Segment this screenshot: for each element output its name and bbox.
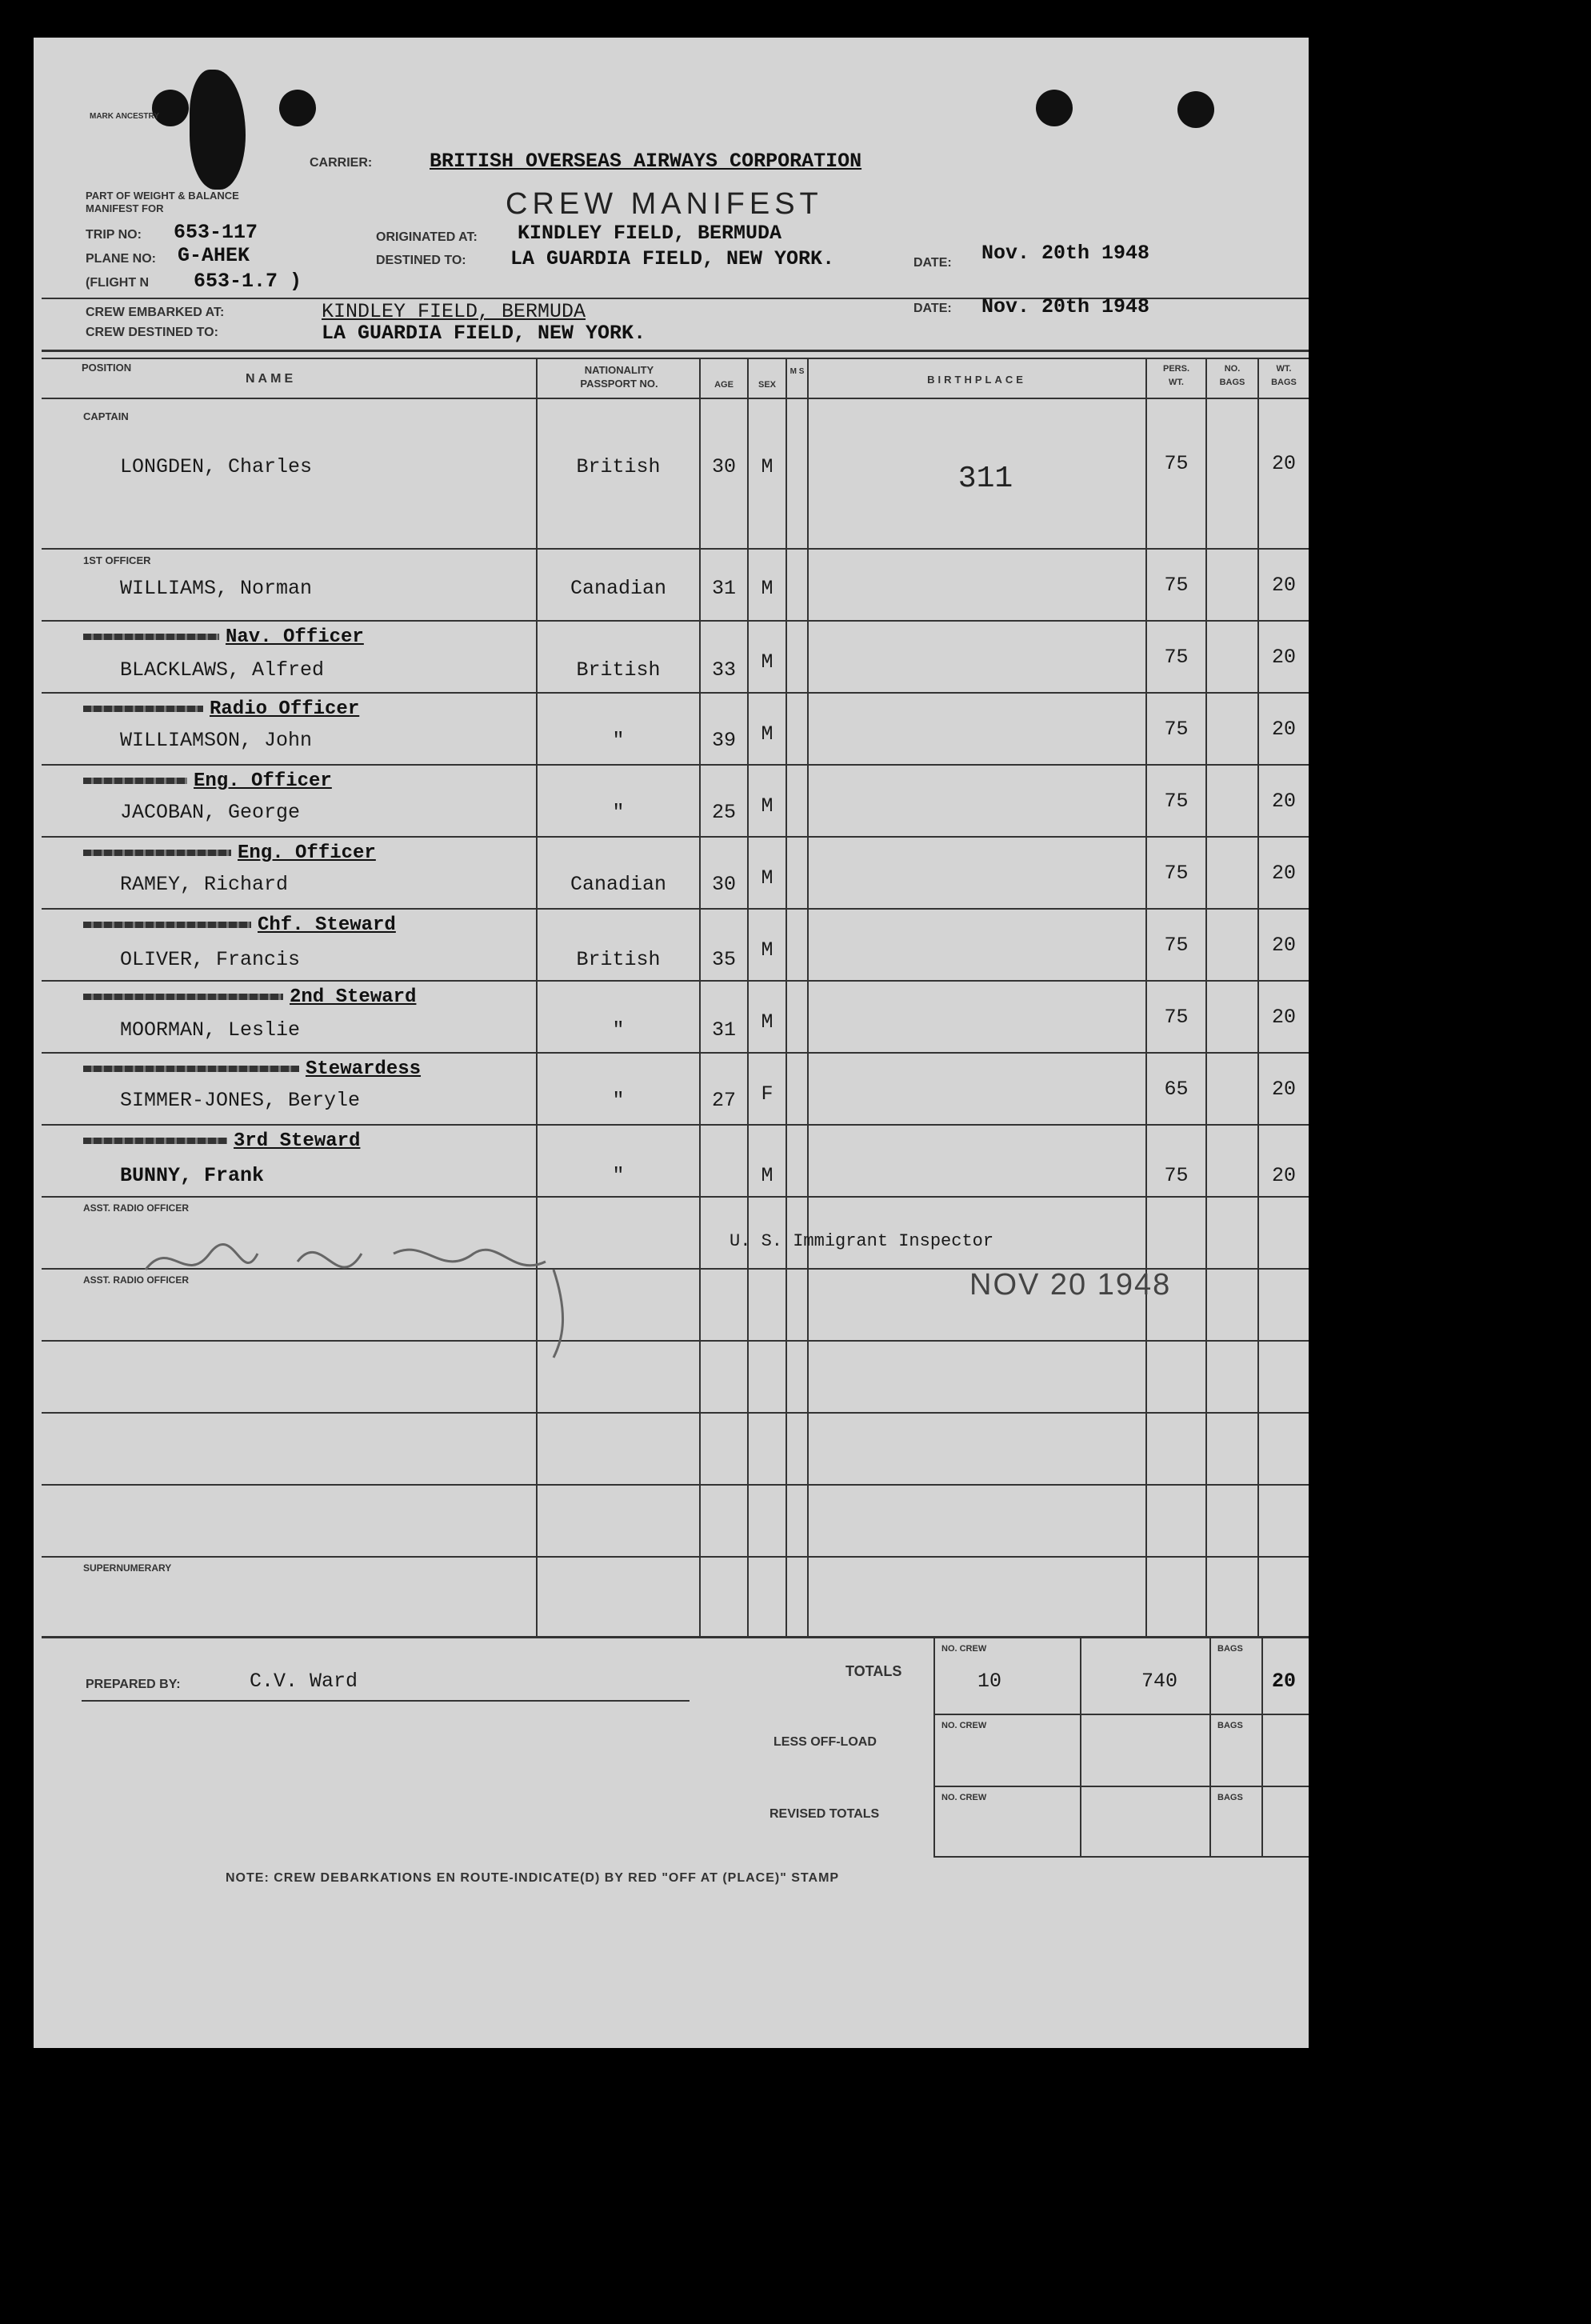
- col-age: AGE: [714, 380, 734, 390]
- col-no: NO.: [1224, 364, 1241, 374]
- struck-text: [83, 994, 283, 1000]
- divider: [42, 350, 1309, 352]
- col-pers-wt: WT.: [1169, 378, 1184, 387]
- crew-position: Chf. Steward: [83, 914, 396, 936]
- originated-value: KINDLEY FIELD, BERMUDA: [518, 222, 782, 245]
- divider: [42, 358, 1309, 359]
- crew-name: JACOBAN, George: [120, 801, 301, 824]
- flight-label: (FLIGHT N: [86, 276, 150, 290]
- crew-nationality: British: [576, 948, 661, 971]
- col-passport: PASSPORT NO.: [580, 378, 658, 390]
- col-line: [807, 358, 809, 1638]
- crew-name: LONGDEN, Charles: [120, 455, 313, 478]
- bags-label: BAGS: [1217, 1793, 1243, 1802]
- col-sex: SEX: [758, 380, 776, 390]
- row-line: [42, 764, 1309, 766]
- total-weight-value: 740: [1141, 1670, 1178, 1693]
- struck-text: [83, 706, 203, 712]
- crew-wt-bags: 20: [1271, 452, 1296, 475]
- crew-position: 1ST OFFICER: [83, 554, 151, 566]
- struck-text: [83, 1138, 227, 1144]
- torn-corner: [190, 70, 246, 190]
- row-line: [42, 1052, 1309, 1054]
- total-crew-value: 10: [977, 1670, 1002, 1693]
- crew-sex: M: [761, 1010, 774, 1034]
- prepared-by-label: PREPARED BY:: [86, 1678, 181, 1691]
- col-line: [786, 358, 787, 1638]
- totals-line: [1209, 1638, 1211, 1858]
- carrier-label: CARRIER:: [310, 156, 373, 170]
- col-no-bags: BAGS: [1219, 378, 1245, 387]
- crew-wt-bags: 20: [1271, 1078, 1296, 1101]
- crew-wt-bags: 20: [1271, 1006, 1296, 1029]
- col-line: [1257, 358, 1259, 1638]
- crew-position: Eng. Officer: [83, 842, 376, 864]
- bags-label: BAGS: [1217, 1721, 1243, 1730]
- crew-embarked-value: KINDLEY FIELD, BERMUDA: [322, 300, 586, 323]
- crew-name: RAMEY, Richard: [120, 873, 289, 896]
- struck-text: [83, 850, 231, 856]
- row-line: [42, 1556, 1309, 1558]
- crew-name: BLACKLAWS, Alfred: [120, 658, 325, 682]
- col-name: NAME: [246, 372, 297, 386]
- crew-nationality: ": [612, 729, 625, 752]
- col-line: [747, 358, 749, 1638]
- crew-birthplace: 311: [957, 462, 1013, 496]
- crew-name: SIMMER-JONES, Beryle: [120, 1089, 361, 1112]
- col-birthplace: BIRTHPLACE: [927, 374, 1026, 386]
- no-crew-label: NO. CREW: [941, 1721, 987, 1730]
- totals-line: [1261, 1638, 1263, 1858]
- page-title: CREW MANIFEST: [506, 187, 823, 221]
- totals-line: [933, 1856, 1309, 1858]
- date-value: Nov. 20th 1948: [981, 242, 1150, 265]
- crew-age: 31: [711, 577, 736, 600]
- crew-age: 33: [711, 658, 736, 682]
- less-offload-label: LESS OFF-LOAD: [774, 1735, 877, 1749]
- crew-sex: M: [761, 577, 774, 600]
- trip-label: TRIP NO:: [86, 228, 142, 242]
- punch-hole: [152, 90, 189, 126]
- totals-line: [933, 1714, 1309, 1715]
- struck-text: [83, 634, 219, 640]
- crew-pers-wt: 75: [1164, 574, 1189, 597]
- row-line: [42, 620, 1309, 622]
- inspector-title: U. S. Immigrant Inspector: [730, 1231, 994, 1251]
- crew-pers-wt: 65: [1164, 1078, 1189, 1101]
- struck-text: [83, 922, 251, 928]
- destined-value: LA GUARDIA FIELD, NEW YORK.: [510, 247, 835, 270]
- punch-hole: [1177, 91, 1214, 128]
- col-nationality: NATIONALITY: [584, 364, 654, 376]
- crew-age: 31: [711, 1018, 736, 1042]
- ancestry-mark: MARK ANCESTRY: [90, 112, 160, 121]
- row-line: [42, 836, 1309, 838]
- destined-label: DESTINED TO:: [376, 254, 466, 267]
- crew-wt-bags: 20: [1271, 646, 1296, 669]
- crew-position: Eng. Officer: [83, 770, 332, 792]
- crew-position: 2nd Steward: [83, 986, 416, 1008]
- note-text: NOTE: CREW DEBARKATIONS EN ROUTE-INDICATE(D) BY RED "OFF AT (PLACE)" STAMP: [226, 1871, 840, 1885]
- date2-value: Nov. 20th 1948: [981, 295, 1150, 318]
- prepared-line: [82, 1700, 690, 1702]
- crew-name: BUNNY, Frank: [120, 1164, 265, 1187]
- crew-pers-wt: 75: [1164, 790, 1189, 813]
- totals-line: [1080, 1638, 1081, 1858]
- crew-age: 27: [711, 1089, 736, 1112]
- no-crew-label: NO. CREW: [941, 1793, 987, 1802]
- crew-name: MOORMAN, Leslie: [120, 1018, 301, 1042]
- crew-pers-wt: 75: [1164, 862, 1189, 885]
- punch-hole: [279, 90, 316, 126]
- crew-position: CAPTAIN: [83, 410, 129, 422]
- date-stamp: NOV 20 1948: [969, 1268, 1172, 1302]
- row-line: [42, 908, 1309, 910]
- date-label: DATE:: [913, 256, 952, 270]
- crew-age: 25: [711, 801, 736, 824]
- manifest-for-label: MANIFEST FOR: [86, 202, 164, 214]
- crew-age: 35: [711, 948, 736, 971]
- row-line: [42, 692, 1309, 694]
- crew-nationality: British: [576, 455, 661, 478]
- divider: [42, 398, 1309, 399]
- struck-text: [83, 778, 187, 784]
- bags-label: BAGS: [1217, 1644, 1243, 1654]
- crew-sex: M: [761, 866, 774, 890]
- crew-position: Nav. Officer: [83, 626, 364, 648]
- row-line: [42, 980, 1309, 982]
- row-line: [42, 548, 1309, 550]
- crew-nationality: ": [612, 1089, 625, 1112]
- crew-wt-bags: 20: [1271, 1164, 1296, 1187]
- crew-sex: M: [761, 455, 774, 478]
- date2-label: DATE:: [913, 302, 952, 315]
- crew-nationality: ": [612, 1164, 625, 1187]
- row-line: [42, 1636, 1309, 1638]
- prepared-by-value: C.V. Ward: [250, 1670, 358, 1693]
- col-line: [1205, 358, 1207, 1638]
- crew-pers-wt: 75: [1164, 1164, 1189, 1187]
- crew-embarked-label: CREW EMBARKED AT:: [86, 306, 225, 319]
- crew-wt-bags: 20: [1271, 574, 1296, 597]
- col-line: [536, 358, 538, 1638]
- carrier-value: BRITISH OVERSEAS AIRWAYS CORPORATION: [430, 150, 862, 173]
- crew-pers-wt: 75: [1164, 718, 1189, 741]
- crew-sex: M: [761, 938, 774, 962]
- col-pers: PERS.: [1162, 364, 1189, 374]
- totals-line: [933, 1786, 1309, 1787]
- col-line: [699, 358, 701, 1638]
- totals-label: TOTALS: [845, 1663, 902, 1679]
- crew-name: OLIVER, Francis: [120, 948, 301, 971]
- crew-nationality: ": [612, 801, 625, 824]
- crew-sex: M: [761, 794, 774, 818]
- no-crew-label: NO. CREW: [941, 1644, 987, 1654]
- flight-value: 653-1.7 ): [194, 270, 302, 293]
- asst-radio-label: ASST. RADIO OFFICER: [83, 1202, 190, 1214]
- total-bags-value: 20: [1272, 1670, 1297, 1693]
- crew-name: WILLIAMSON, John: [120, 729, 313, 752]
- trip-value: 653-117: [174, 221, 258, 244]
- col-wt: WT.: [1276, 364, 1292, 374]
- col-ms: M S: [790, 367, 805, 376]
- crew-age: 30: [711, 873, 736, 896]
- col-position: POSITION: [82, 362, 132, 374]
- manifest-sheet: [34, 38, 1309, 2048]
- crew-sex: M: [761, 1164, 774, 1187]
- part-of-label: PART OF WEIGHT & BALANCE: [86, 190, 239, 202]
- crew-pers-wt: 75: [1164, 452, 1189, 475]
- revised-totals-label: REVISED TOTALS: [770, 1807, 880, 1821]
- crew-wt-bags: 20: [1271, 718, 1296, 741]
- crew-nationality: ": [612, 1018, 625, 1042]
- col-wt-bags: BAGS: [1271, 378, 1297, 387]
- crew-sex: F: [761, 1082, 774, 1106]
- punch-hole: [1036, 90, 1073, 126]
- row-line: [42, 1124, 1309, 1126]
- crew-wt-bags: 20: [1271, 790, 1296, 813]
- crew-age: 30: [711, 455, 736, 478]
- row-line: [42, 1412, 1309, 1414]
- crew-name: WILLIAMS, Norman: [120, 577, 313, 600]
- crew-wt-bags: 20: [1271, 862, 1296, 885]
- asst-radio-label: ASST. RADIO OFFICER: [83, 1274, 190, 1286]
- crew-pers-wt: 75: [1164, 1006, 1189, 1029]
- crew-sex: M: [761, 722, 774, 746]
- struck-text: [83, 1066, 299, 1072]
- plane-label: PLANE NO:: [86, 252, 156, 266]
- totals-line: [933, 1638, 935, 1858]
- row-line: [42, 1196, 1309, 1198]
- crew-destined-label: CREW DESTINED TO:: [86, 326, 218, 339]
- supernumerary-label: SUPERNUMERARY: [83, 1562, 172, 1574]
- crew-pers-wt: 75: [1164, 646, 1189, 669]
- crew-position: Stewardess: [83, 1058, 421, 1080]
- crew-position: Radio Officer: [83, 698, 359, 720]
- crew-wt-bags: 20: [1271, 934, 1296, 957]
- row-line: [42, 1484, 1309, 1486]
- crew-pers-wt: 75: [1164, 934, 1189, 957]
- crew-age: 39: [711, 729, 736, 752]
- crew-nationality: Canadian: [570, 873, 667, 896]
- originated-label: ORIGINATED AT:: [376, 230, 478, 244]
- plane-value: G-AHEK: [178, 244, 250, 267]
- crew-nationality: British: [576, 658, 661, 682]
- col-line: [1145, 358, 1147, 1638]
- crew-position: 3rd Steward: [83, 1130, 360, 1152]
- crew-destined-value: LA GUARDIA FIELD, NEW YORK.: [322, 322, 646, 345]
- crew-nationality: Canadian: [570, 577, 667, 600]
- inspector-signature: [138, 1222, 698, 1366]
- crew-sex: M: [761, 650, 774, 674]
